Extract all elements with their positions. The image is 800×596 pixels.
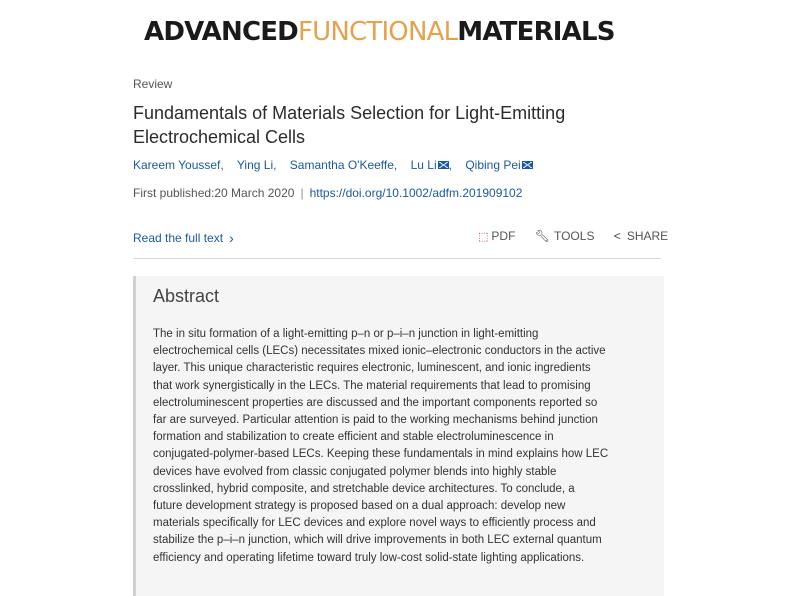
- share-icon: <: [613, 229, 621, 243]
- wrench-icon: 🔧︎: [534, 229, 550, 243]
- email-icon[interactable]: [522, 161, 533, 169]
- abstract-line: efficiency and operating lifetime toward truly low-cost solid-state lighting applications.: [153, 551, 585, 564]
- publication-info: [133, 186, 522, 200]
- published-label: First published:: [133, 186, 215, 200]
- share-button[interactable]: [614, 229, 668, 243]
- abstract-line: stabilize the p–i–n junction, which will drive improvements in both LEC external quantum: [153, 534, 602, 547]
- article-tools: [478, 229, 668, 243]
- author-list: [133, 158, 533, 172]
- divider: [133, 258, 661, 259]
- author-name: Lu Li: [410, 158, 437, 172]
- abstract-line: materials specifically for LEC devices and explore novel ways to efficiently process and: [153, 517, 596, 530]
- pdf-icon: ⬚: [478, 231, 489, 243]
- tools-label: TOOLS: [553, 229, 595, 243]
- author-link[interactable]: [290, 158, 397, 172]
- abstract-line: electrochemical cells (LECs) necessitates mixed ionic–electronic conductors in the active: [153, 345, 606, 358]
- abstract-line: formation and stabilization to create efficient and stable electroluminescence in: [153, 431, 554, 444]
- read-full-text-label: Read the full text: [133, 231, 224, 245]
- author-name: Samantha O'Keeffe,: [289, 158, 398, 172]
- read-full-text-link[interactable]: [133, 229, 234, 245]
- abstract-heading: Abstract: [153, 286, 220, 306]
- abstract-line: that work synergistically in the LECs. The material requirements that lead to promising: [153, 379, 591, 392]
- author-link[interactable]: [237, 158, 277, 172]
- article-type: Review: [133, 77, 173, 91]
- pdf-label: PDF: [491, 229, 516, 243]
- author-link[interactable]: Lu Li ,: [410, 158, 452, 172]
- published-date: 20 March 2020: [214, 186, 295, 200]
- abstract-line: The in situ formation of a light-emitting p–n or p–i–n junction in light-emitting: [153, 328, 539, 340]
- author-name: Qibing Pei: [465, 158, 521, 172]
- abstract-line: future development strategy is proposed based on a dual approach: develop new: [153, 500, 566, 513]
- separator: |: [300, 186, 304, 200]
- abstract-line: crosslinked, hybrid composite, and stretchable device architectures. To conclude, a: [153, 482, 575, 495]
- author-name: Kareem Youssef,: [133, 158, 224, 172]
- abstract-line: electroluminescent properties are discussed and the important components reported so: [153, 396, 598, 409]
- pdf-button[interactable]: [478, 229, 515, 243]
- abstract-section: [133, 276, 664, 596]
- abstract-line: conjugated-polymer-based LECs. Keeping these fundamentals in mind explains how LEC: [153, 448, 609, 461]
- abstract-line: devices have evolved from classic conjugated polymer blends into highly stable: [153, 465, 557, 478]
- abstract-line: layer. This unique characteristic requires electronic, luminescent, and ionic ingredients: [153, 362, 591, 375]
- tools-button[interactable]: [535, 229, 595, 243]
- logo-word-advanced: ADVANCED: [144, 17, 298, 47]
- logo-word-functional: FUNCTIONAL: [297, 17, 458, 47]
- author-link[interactable]: [465, 158, 532, 172]
- journal-logo[interactable]: [144, 14, 615, 50]
- abstract-text: [153, 326, 658, 567]
- logo-word-materials: MATERIALS: [457, 17, 615, 47]
- email-icon[interactable]: [438, 161, 449, 169]
- author-name: Ying Li,: [236, 158, 277, 172]
- share-label: SHARE: [626, 229, 669, 243]
- doi-link[interactable]: https://doi.org/10.1002/adfm.201909102: [309, 186, 523, 200]
- abstract-line: far are surveyed. Particular attention is paid to the working mechanisms behind junction: [153, 414, 598, 427]
- chevron-right-icon: ›: [229, 230, 234, 246]
- article-title: Fundamentals of Materials Selection for Light-Emitting Electrochemical Cells: [133, 103, 566, 147]
- author-link[interactable]: [133, 158, 224, 172]
